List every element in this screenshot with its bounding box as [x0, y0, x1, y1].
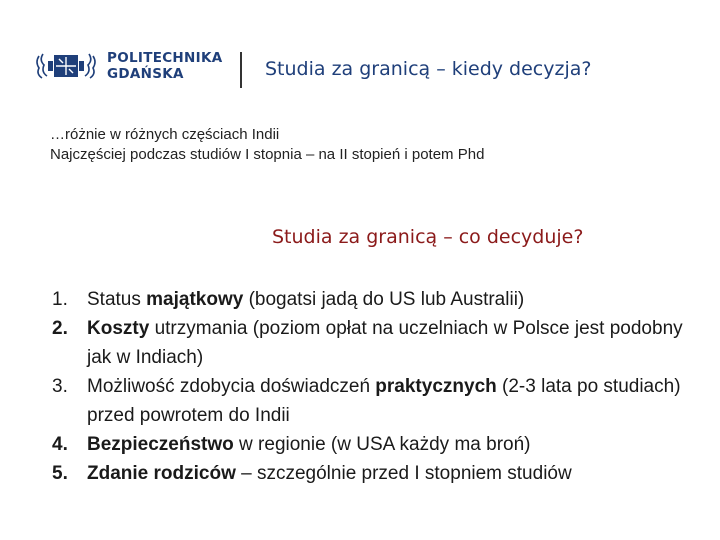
list-item — [52, 459, 712, 488]
slide-title: Studia za granicą – kiedy decyzja? — [265, 58, 592, 80]
item-text-bold: majątkowy — [146, 289, 244, 310]
item-text-post: (2-3 lata po studiach) przed powrotem do Indii — [87, 376, 681, 426]
list-number: 3. — [52, 376, 68, 397]
item-text-post: w regionie (w USA każdy ma broń) — [233, 434, 531, 455]
item-text-bold: Zdanie rodziców — [87, 463, 236, 484]
logo-text — [107, 50, 222, 82]
item-text-bold: Bezpieczeństwo — [87, 434, 234, 455]
list-item — [52, 430, 712, 459]
university-emblem-icon — [33, 48, 99, 84]
list-item — [52, 285, 712, 314]
item-text-post: (bogatsi jadą do US lub Australii) — [243, 289, 525, 310]
item-text-bold: Koszty — [87, 318, 150, 339]
logo-line-1: POLITECHNIKA — [107, 50, 223, 66]
intro-line-2: Najczęściej podczas studiów I stopnia – na II stopień i potem Phd — [50, 146, 485, 163]
item-text-post: – szczególnie przed I stopniem studiów — [235, 463, 572, 484]
item-text-bold: praktycznych — [375, 376, 497, 397]
section-title: Studia za granicą – co decyduje? — [272, 226, 584, 248]
intro-line-1: …różnie w różnych częściach Indii — [50, 126, 280, 143]
politechnika-logo — [33, 48, 222, 84]
header-divider — [240, 52, 242, 88]
item-text-post: utrzymania (poziom opłat na uczelniach w Polsce jest podobny jak w Indiach) — [87, 318, 683, 368]
item-text-pre: Możliwość zdobycia doświadczeń — [87, 376, 376, 397]
factor-list — [52, 285, 712, 488]
list-item — [52, 314, 712, 372]
logo-line-2: GDAŃSKA — [107, 66, 184, 82]
list-number: 1. — [52, 289, 68, 310]
list-number: 4. — [52, 434, 68, 455]
list-number: 5. — [52, 463, 68, 484]
item-text-pre: Status — [87, 289, 147, 310]
intro-text — [50, 125, 484, 165]
list-item — [52, 372, 712, 430]
list-number: 2. — [52, 318, 68, 339]
